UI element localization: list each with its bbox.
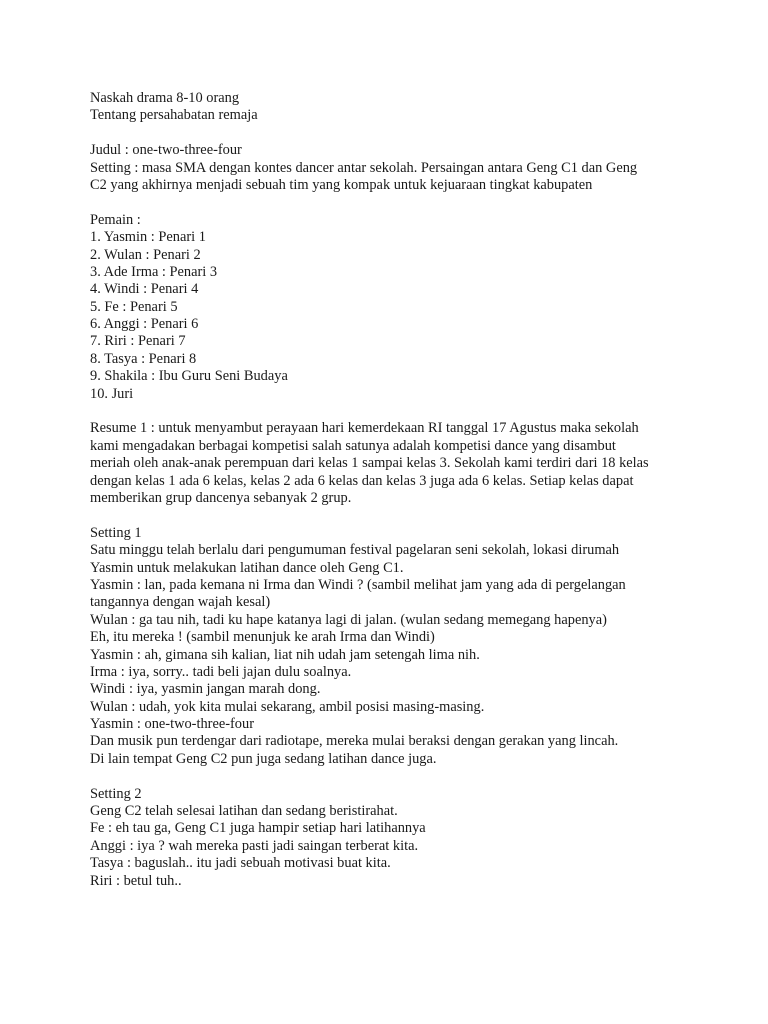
resume-line: Resume 1 : untuk menyambut perayaan hari kemerdekaan RI tanggal 17 Agustus maka sekolah (90, 420, 639, 437)
resume-line: kami mengadakan berbagai kompetisi salah satunya adalah kompetisi dance yang disambut (90, 437, 616, 454)
setting-line-1: Setting : masa SMA dengan kontes dancer antar sekolah. Persaingan antara Geng C1 dan Geng (90, 159, 638, 176)
setting1-line: Yasmin untuk melakukan latihan dance oleh Geng C1. (90, 559, 404, 576)
cast-item: 9. Shakila : Ibu Guru Seni Budaya (90, 368, 288, 385)
cast-item: 7. Riri : Penari 7 (90, 333, 186, 350)
setting-line-2: C2 yang akhirnya menjadi sebuah tim yang kompak untuk kejuaraan tingkat kabupaten (90, 176, 593, 193)
spacer (90, 125, 730, 142)
setting1-line: Yasmin : one-two-three-four (90, 716, 254, 733)
setting1-line: Windi : iya, yasmin jangan marah dong. (90, 681, 321, 698)
cast-item: 5. Fe : Penari 5 (90, 298, 178, 315)
document-page (90, 90, 730, 890)
cast-item: 8. Tasya : Penari 8 (90, 350, 197, 367)
setting1-line: Wulan : udah, yok kita mulai sekarang, ambil posisi masing-masing. (90, 698, 485, 715)
resume-line: meriah oleh anak-anak perempuan dari kelas 1 sampai kelas 3. Sekolah kami terdiri dari 18 kelas (90, 455, 649, 472)
setting1-line: Wulan : ga tau nih, tadi ku hape katanya lagi di jalan. (wulan sedang memegang hapenya) (90, 611, 607, 628)
setting1-line: tangannya dengan wajah kesal) (90, 594, 271, 611)
doc-title: Naskah drama 8-10 orang (90, 90, 240, 106)
spacer (90, 768, 730, 785)
cast-item: 4. Windi : Penari 4 (90, 281, 199, 298)
spacer (90, 507, 730, 524)
setting1-line: Yasmin : ah, gimana sih kalian, liat nih udah jam setengah lima nih. (90, 646, 480, 663)
cast-heading: Pemain : (90, 211, 141, 228)
spacer (90, 403, 730, 420)
spacer (90, 194, 730, 211)
resume-line: memberikan grup dancenya sebanyak 2 grup. (90, 489, 352, 506)
setting2-line: Fe : eh tau ga, Geng C1 juga hampir setiap hari latihannya (90, 820, 426, 837)
cast-item: 3. Ade Irma : Penari 3 (90, 263, 218, 280)
setting1-heading: Setting 1 (90, 524, 142, 541)
setting2-line: Riri : betul tuh.. (90, 872, 182, 889)
setting1-line: Yasmin : lan, pada kemana ni Irma dan Windi ? (sambil melihat jam yang ada di pergelangan (90, 576, 626, 593)
setting1-line: Eh, itu mereka ! (sambil menunjuk ke arah Irma dan Windi) (90, 629, 435, 646)
doc-subtitle: Tentang persahabatan remaja (90, 107, 258, 124)
setting2-line: Geng C2 telah selesai latihan dan sedang beristirahat. (90, 803, 398, 820)
judul-line: Judul : one-two-three-four (90, 142, 242, 159)
cast-item: 6. Anggi : Penari 6 (90, 316, 199, 333)
resume-line: dengan kelas 1 ada 6 kelas, kelas 2 ada 6 kelas dan kelas 3 juga ada 6 kelas. Setiap kelas dapat (90, 472, 634, 489)
cast-item: 10. Juri (90, 385, 134, 402)
setting2-heading: Setting 2 (90, 785, 142, 802)
setting1-line: Satu minggu telah berlalu dari pengumuman festival pagelaran seni sekolah, lokasi dirumah (90, 542, 620, 559)
cast-item: 2. Wulan : Penari 2 (90, 246, 201, 263)
setting2-line: Tasya : baguslah.. itu jadi sebuah motivasi buat kita. (90, 855, 391, 872)
setting1-line: Irma : iya, sorry.. tadi beli jajan dulu soalnya. (90, 663, 352, 680)
setting2-line: Anggi : iya ? wah mereka pasti jadi saingan terberat kita. (90, 837, 419, 854)
setting1-line: Di lain tempat Geng C2 pun juga sedang latihan dance juga. (90, 750, 437, 767)
cast-item: 1. Yasmin : Penari 1 (90, 229, 206, 246)
setting1-line: Dan musik pun terdengar dari radiotape, mereka mulai beraksi dengan gerakan yang lincah. (90, 733, 619, 750)
